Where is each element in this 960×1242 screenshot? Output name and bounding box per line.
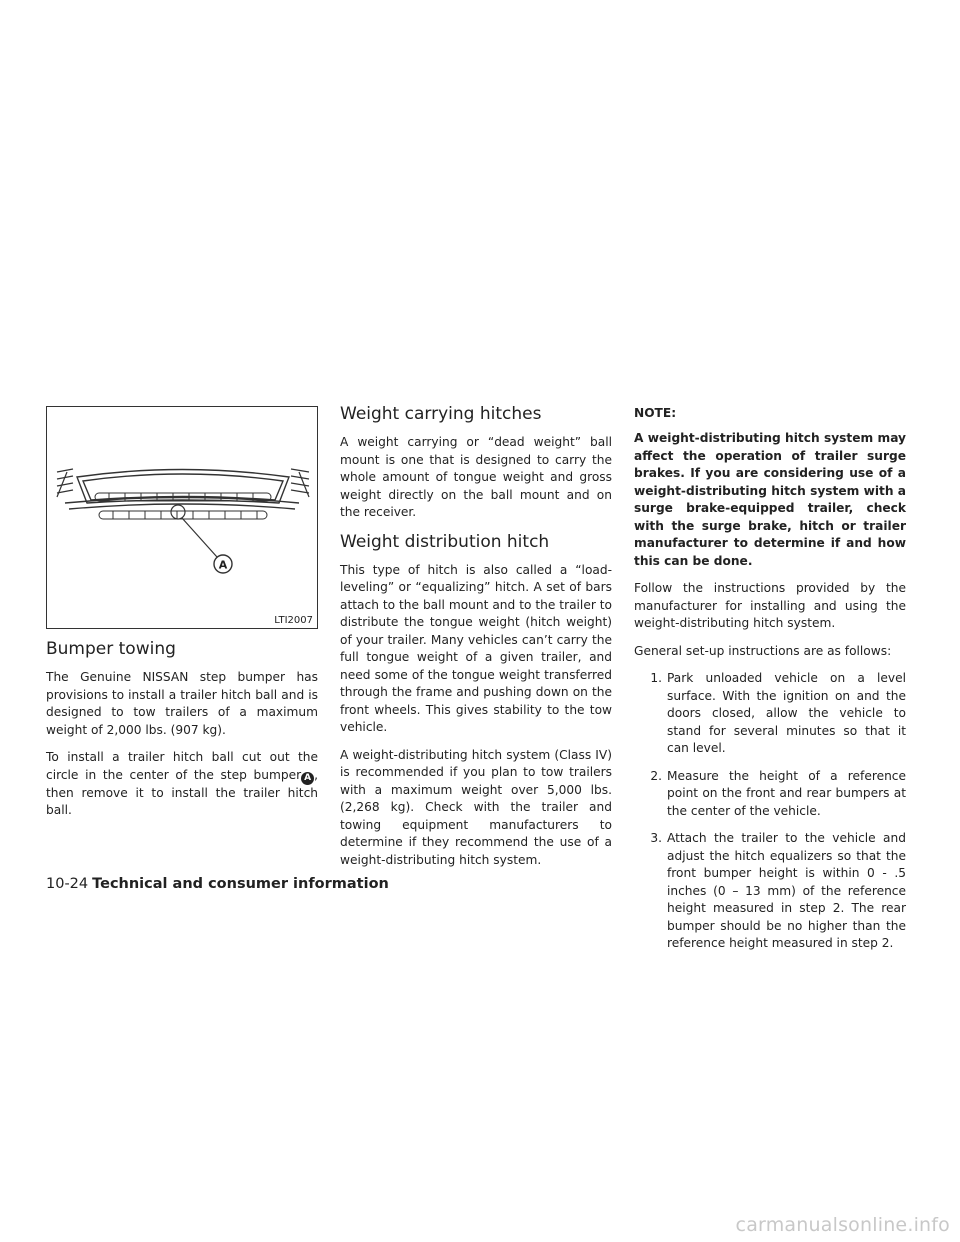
bumper-illustration xyxy=(47,407,317,628)
page-number: 10-24 xyxy=(46,876,89,892)
watermark: carmanualsonline.info xyxy=(735,1214,950,1236)
note-warning: A weight-distributing hitch system may affect the operation of trailer surge brakes. If you are considering use of a weight-distributing hitch system with a surge brake-equipped trailer, check with the surge brake, hitch or trailer manufacturer to determine if and how this can be done. xyxy=(634,431,906,568)
bumper-figure xyxy=(46,406,318,629)
step-text: Attach the trailer to the vehicle and adjust the hitch equalizers so that the front bumper height is within 0 - .5 inches (0 – 13 mm) of the reference height measured in step 2. The rear bumper should be no higher than the reference height measured in step 2. xyxy=(667,831,906,950)
step-item xyxy=(634,830,906,953)
step-text: Park unloaded vehicle on a level surface. With the ignition on and the doors closed, allow the vehicle to stand for several minutes so that it can level. xyxy=(667,671,906,755)
heading-bumper-towing: Bumper towing xyxy=(46,639,176,659)
middle-column xyxy=(340,404,612,879)
bumper-paragraph-1: The Genuine NISSAN step bumper has provisions to install a trailer hitch ball and is designed to tow trailers of a maximum weight of 2,000 lbs. (907 kg). xyxy=(46,670,318,737)
bumper-p2-before: To install a trailer hitch ball cut out the circle in the center of the step bumper xyxy=(46,750,318,782)
weight-distribution-paragraph-2: A weight-distributing hitch system (Class IV) is recommended if you plan to tow trailers with a maximum weight over 5,000 lbs. (2,268 kg). Check with the trailer and towing equipment manufacturers to determine if they recommend the use of a weight-distributing hitch system. xyxy=(340,747,612,867)
heading-weight-carrying: Weight carrying hitches xyxy=(340,404,542,424)
step-text: Measure the height of a reference point on the front and rear bumpers at the center of the vehicle. xyxy=(667,768,906,818)
weight-distribution-paragraph-1: This type of hitch is also called a “load-leveling” or “equalizing” hitch. A set of bars attach to the ball mount and to the trailer to distribute the tongue weight (hitch weight) of your trailer. Many vehicles can’t carry the full tongue weight of a given trailer, and need some of the tongue weight transferred through the frame and pushing down on the front wheels. This gives stability to the tow vehicle. xyxy=(340,562,612,734)
note-paragraph-2: General set-up instructions are as follows: xyxy=(634,643,892,658)
step-item xyxy=(634,768,906,821)
figure-callout-label: A xyxy=(218,558,228,572)
weight-carrying-paragraph: A weight carrying or “dead weight” ball mount is one that is designed to carry the whole amount of tongue weight and gross weight directly on the ball mount and on the receiver. xyxy=(340,435,612,519)
heading-weight-distribution: Weight distribution hitch xyxy=(340,531,550,552)
step-item xyxy=(634,670,906,758)
note-title: NOTE: xyxy=(634,406,677,420)
note-paragraph-1: Follow the instructions provided by the manufacturer for installing and using the weight-distributing hitch system. xyxy=(634,581,906,630)
step-number: 2. xyxy=(650,768,662,783)
page-footer xyxy=(46,876,389,892)
callout-a-icon: A xyxy=(301,772,314,785)
right-column xyxy=(634,406,906,963)
section-title: Technical and consumer information xyxy=(92,876,389,892)
step-number: 3. xyxy=(650,831,662,845)
bumper-paragraph-2 xyxy=(46,749,318,820)
step-number: 1. xyxy=(650,671,662,685)
figure-code: LTI2007 xyxy=(274,615,313,626)
left-column xyxy=(46,406,318,830)
bumper-p2-after: , then remove it to install the trailer hitch ball. xyxy=(46,767,318,817)
